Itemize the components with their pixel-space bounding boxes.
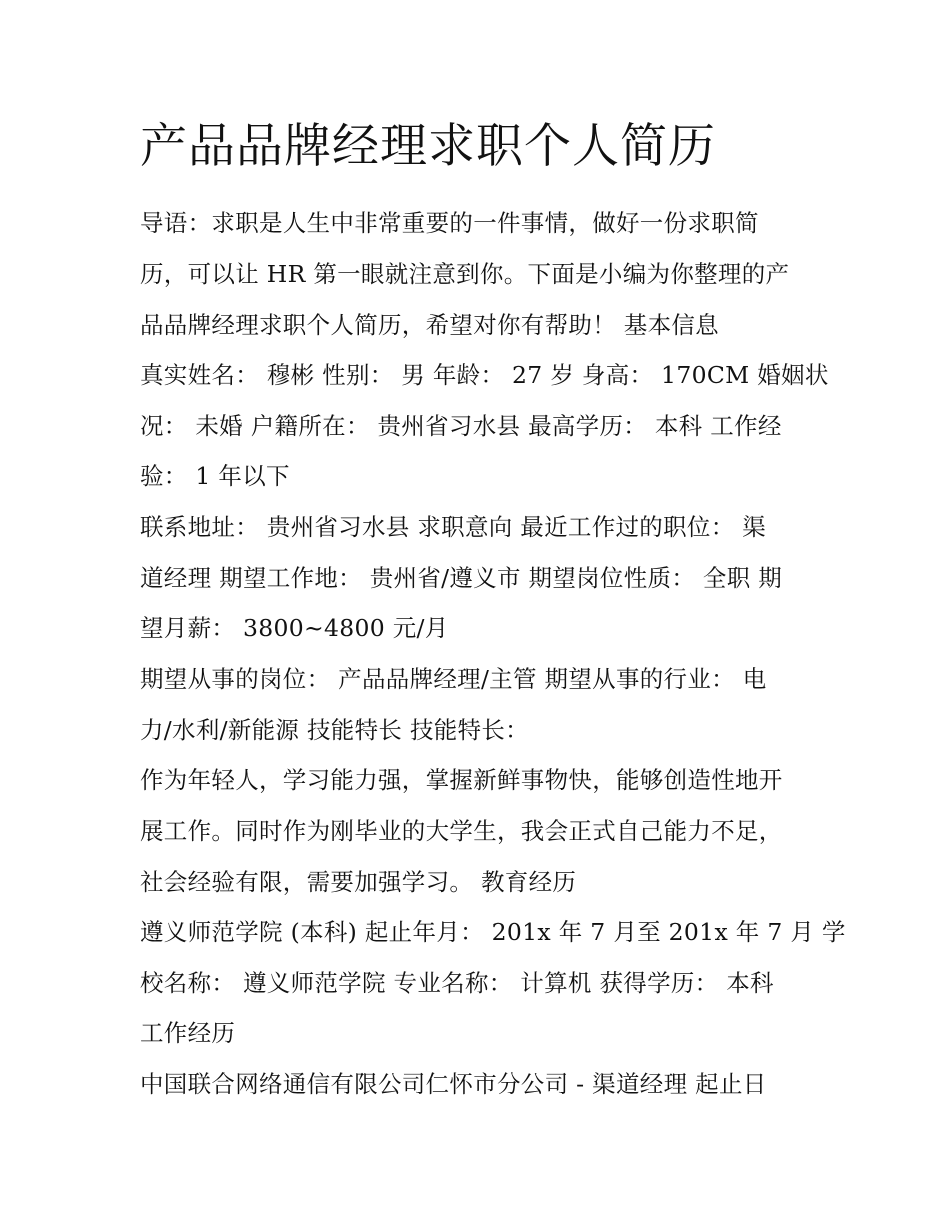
body-line: 历，可以让 HR 第一眼就注意到你。下面是小编为你整理的产 bbox=[140, 260, 790, 288]
body-line: 展工作。同时作为刚毕业的大学生，我会正式自己能力不足， bbox=[140, 817, 783, 845]
body-line: 道经理 期望工作地： 贵州省/遵义市 期望岗位性质： 全职 期 bbox=[140, 564, 783, 592]
body-line: 验： 1 年以下 bbox=[140, 462, 290, 490]
body-line: 社会经验有限，需要加强学习。 教育经历 bbox=[140, 868, 577, 896]
body-line: 联系地址： 贵州省习水县 求职意向 最近工作过的职位： 渠 bbox=[140, 513, 767, 541]
body-line: 作为年轻人，学习能力强，掌握新鲜事物快，能够创造性地开 bbox=[140, 766, 783, 794]
body-line: 况： 未婚 户籍所在： 贵州省习水县 最高学历： 本科 工作经 bbox=[140, 412, 782, 440]
body-line: 中国联合网络通信有限公司仁怀市分公司 - 渠道经理 起止日 bbox=[140, 1070, 767, 1098]
body-line: 力/水利/新能源 技能特长 技能特长： bbox=[140, 716, 529, 744]
body-line: 校名称： 遵义师范学院 专业名称： 计算机 获得学历： 本科 bbox=[140, 969, 774, 997]
body-line: 品品牌经理求职个人简历，希望对你有帮助！ 基本信息 bbox=[140, 311, 719, 339]
body-line: 望月薪： 3800~4800 元/月 bbox=[140, 614, 449, 642]
body-line: 工作经历 bbox=[140, 1019, 236, 1047]
body-line: 遵义师范学院 (本科) 起止年月： 201x 年 7 月至 201x 年 7 月 学 bbox=[140, 918, 846, 946]
body-line: 导语：求职是人生中非常重要的一件事情，做好一份求职简 bbox=[140, 209, 759, 237]
body-line: 期望从事的岗位： 产品品牌经理/主管 期望从事的行业： 电 bbox=[140, 665, 767, 693]
body-line: 真实姓名： 穆彬 性别： 男 年龄： 27 岁 身高： 170CM 婚姻状 bbox=[140, 361, 829, 389]
document-title: 产品品牌经理求职个人简历 bbox=[140, 119, 716, 174]
